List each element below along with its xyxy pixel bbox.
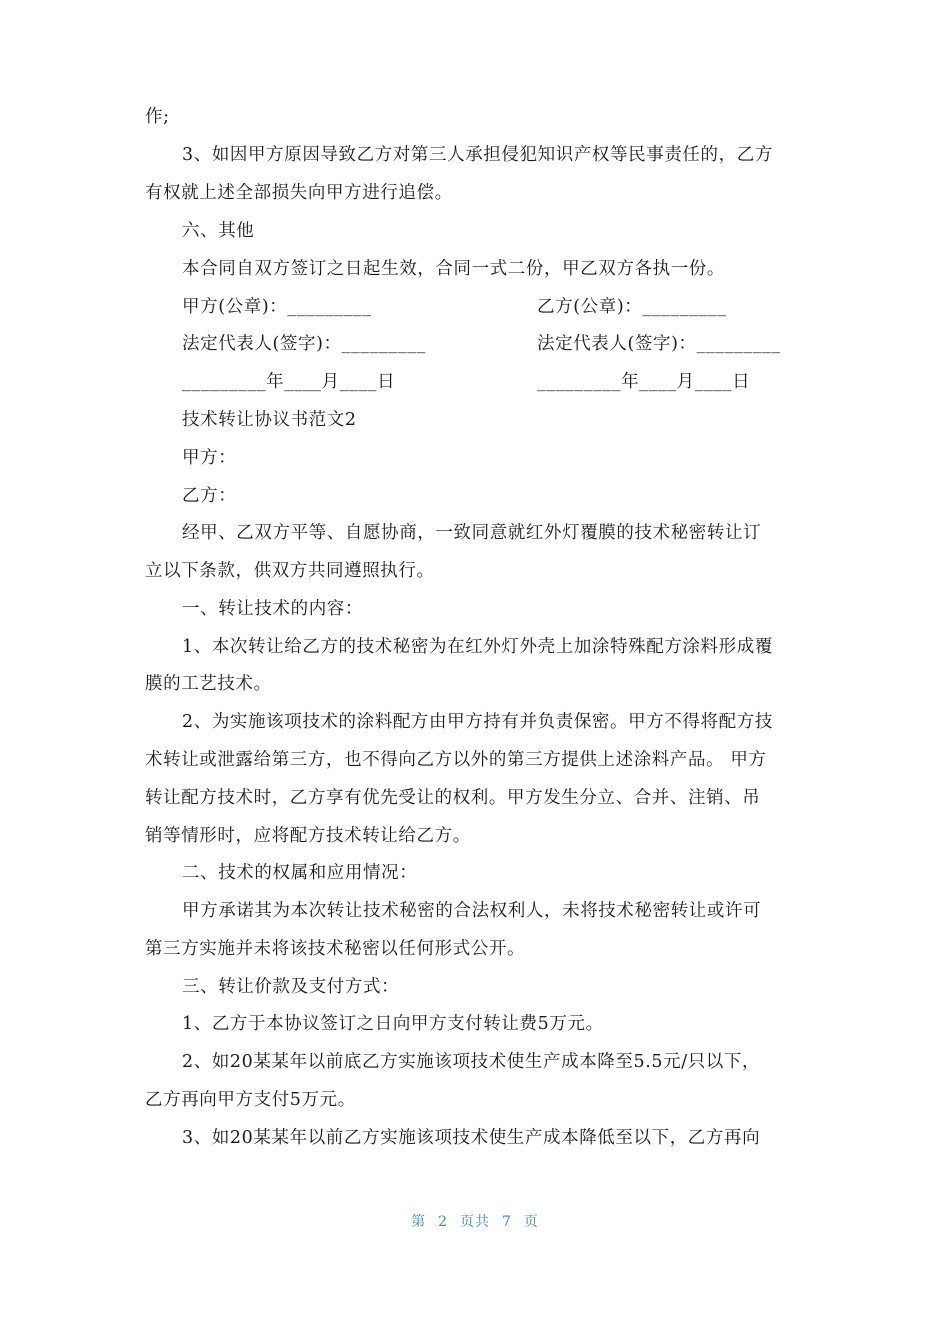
text-line: 术转让或泄露给第三方，也不得向乙方以外的第三方提供上述涂料产品。 甲方 (145, 750, 767, 770)
section-heading: 三、转让价款及支付方式： (182, 977, 400, 997)
text-line: 销等情形时，应将配方技术转让给乙方。 (145, 826, 471, 846)
party-b-label: 乙方： (182, 486, 237, 506)
party-a-seal: 甲方(公章)：_________ (182, 297, 372, 317)
party-b-date: _________年____月____日 (537, 372, 751, 392)
text-line: 1、本次转让给乙方的技术秘密为在红外灯外壳上加涂特殊配方涂料形成覆 (182, 637, 773, 657)
section-heading: 一、转让技术的内容： (182, 599, 363, 619)
text-line: 转让配方技术时，乙方享有优先受让的权利。甲方发生分立、合并、注销、吊 (145, 788, 761, 808)
document-title: 技术转让协议书范文2 (182, 410, 357, 430)
text-line: 2、为实施该项技术的涂料配方由甲方持有并负责保密。甲方不得将配方技 (182, 712, 773, 732)
text-line: 本合同自双方签订之日起生效，合同一式二份，甲乙双方各执一份。 (182, 259, 725, 279)
party-a-label: 甲方： (182, 448, 237, 468)
page-number: 2 (438, 1214, 448, 1230)
text-line: 立以下条款，供双方共同遵照执行。 (145, 561, 435, 581)
text-line: 3、如20某某年以前乙方实施该项技术使生产成本降低至以下，乙方再向 (182, 1128, 761, 1148)
section-heading: 二、技术的权属和应用情况： (182, 863, 418, 883)
text-line: 2、如20某某年以前底乙方实施该项技术使生产成本降至5.5元/只以下， (182, 1052, 761, 1072)
text-line: 有权就上述全部损失向甲方进行追偿。 (145, 183, 453, 203)
footer-di: 第 (411, 1214, 427, 1230)
text-line: 3、如因甲方原因导致乙方对第三人承担侵犯知识产权等民事责任的，乙方 (182, 145, 773, 165)
footer-ye-gong: 页共 (460, 1214, 490, 1230)
party-a-date: _________年____月____日 (182, 372, 396, 392)
text-line: 作; (145, 107, 170, 127)
footer-ye: 页 (523, 1214, 539, 1230)
party-a-representative: 法定代表人(签字)：_________ (182, 334, 426, 354)
page-total: 7 (502, 1214, 512, 1230)
text-line: 甲方承诺其为本次转让技术秘密的合法权利人，未将技术秘密转让或许可 (182, 901, 762, 921)
text-line: 乙方再向甲方支付5万元。 (145, 1090, 356, 1110)
party-b-seal: 乙方(公章)：_________ (537, 297, 727, 317)
text-line: 膜的工艺技术。 (145, 674, 272, 694)
text-line: 经甲、乙双方平等、自愿协商，一致同意就红外灯覆膜的技术秘密转让订 (182, 523, 762, 543)
text-line: 第三方实施并未将该技术秘密以任何形式公开。 (145, 939, 526, 959)
section-heading: 六、其他 (182, 221, 255, 241)
text-line: 1、乙方于本协议签订之日向甲方支付转让费5万元。 (182, 1014, 604, 1034)
party-b-representative: 法定代表人(签字)：_________ (537, 334, 781, 354)
page-footer (0, 1211, 950, 1231)
